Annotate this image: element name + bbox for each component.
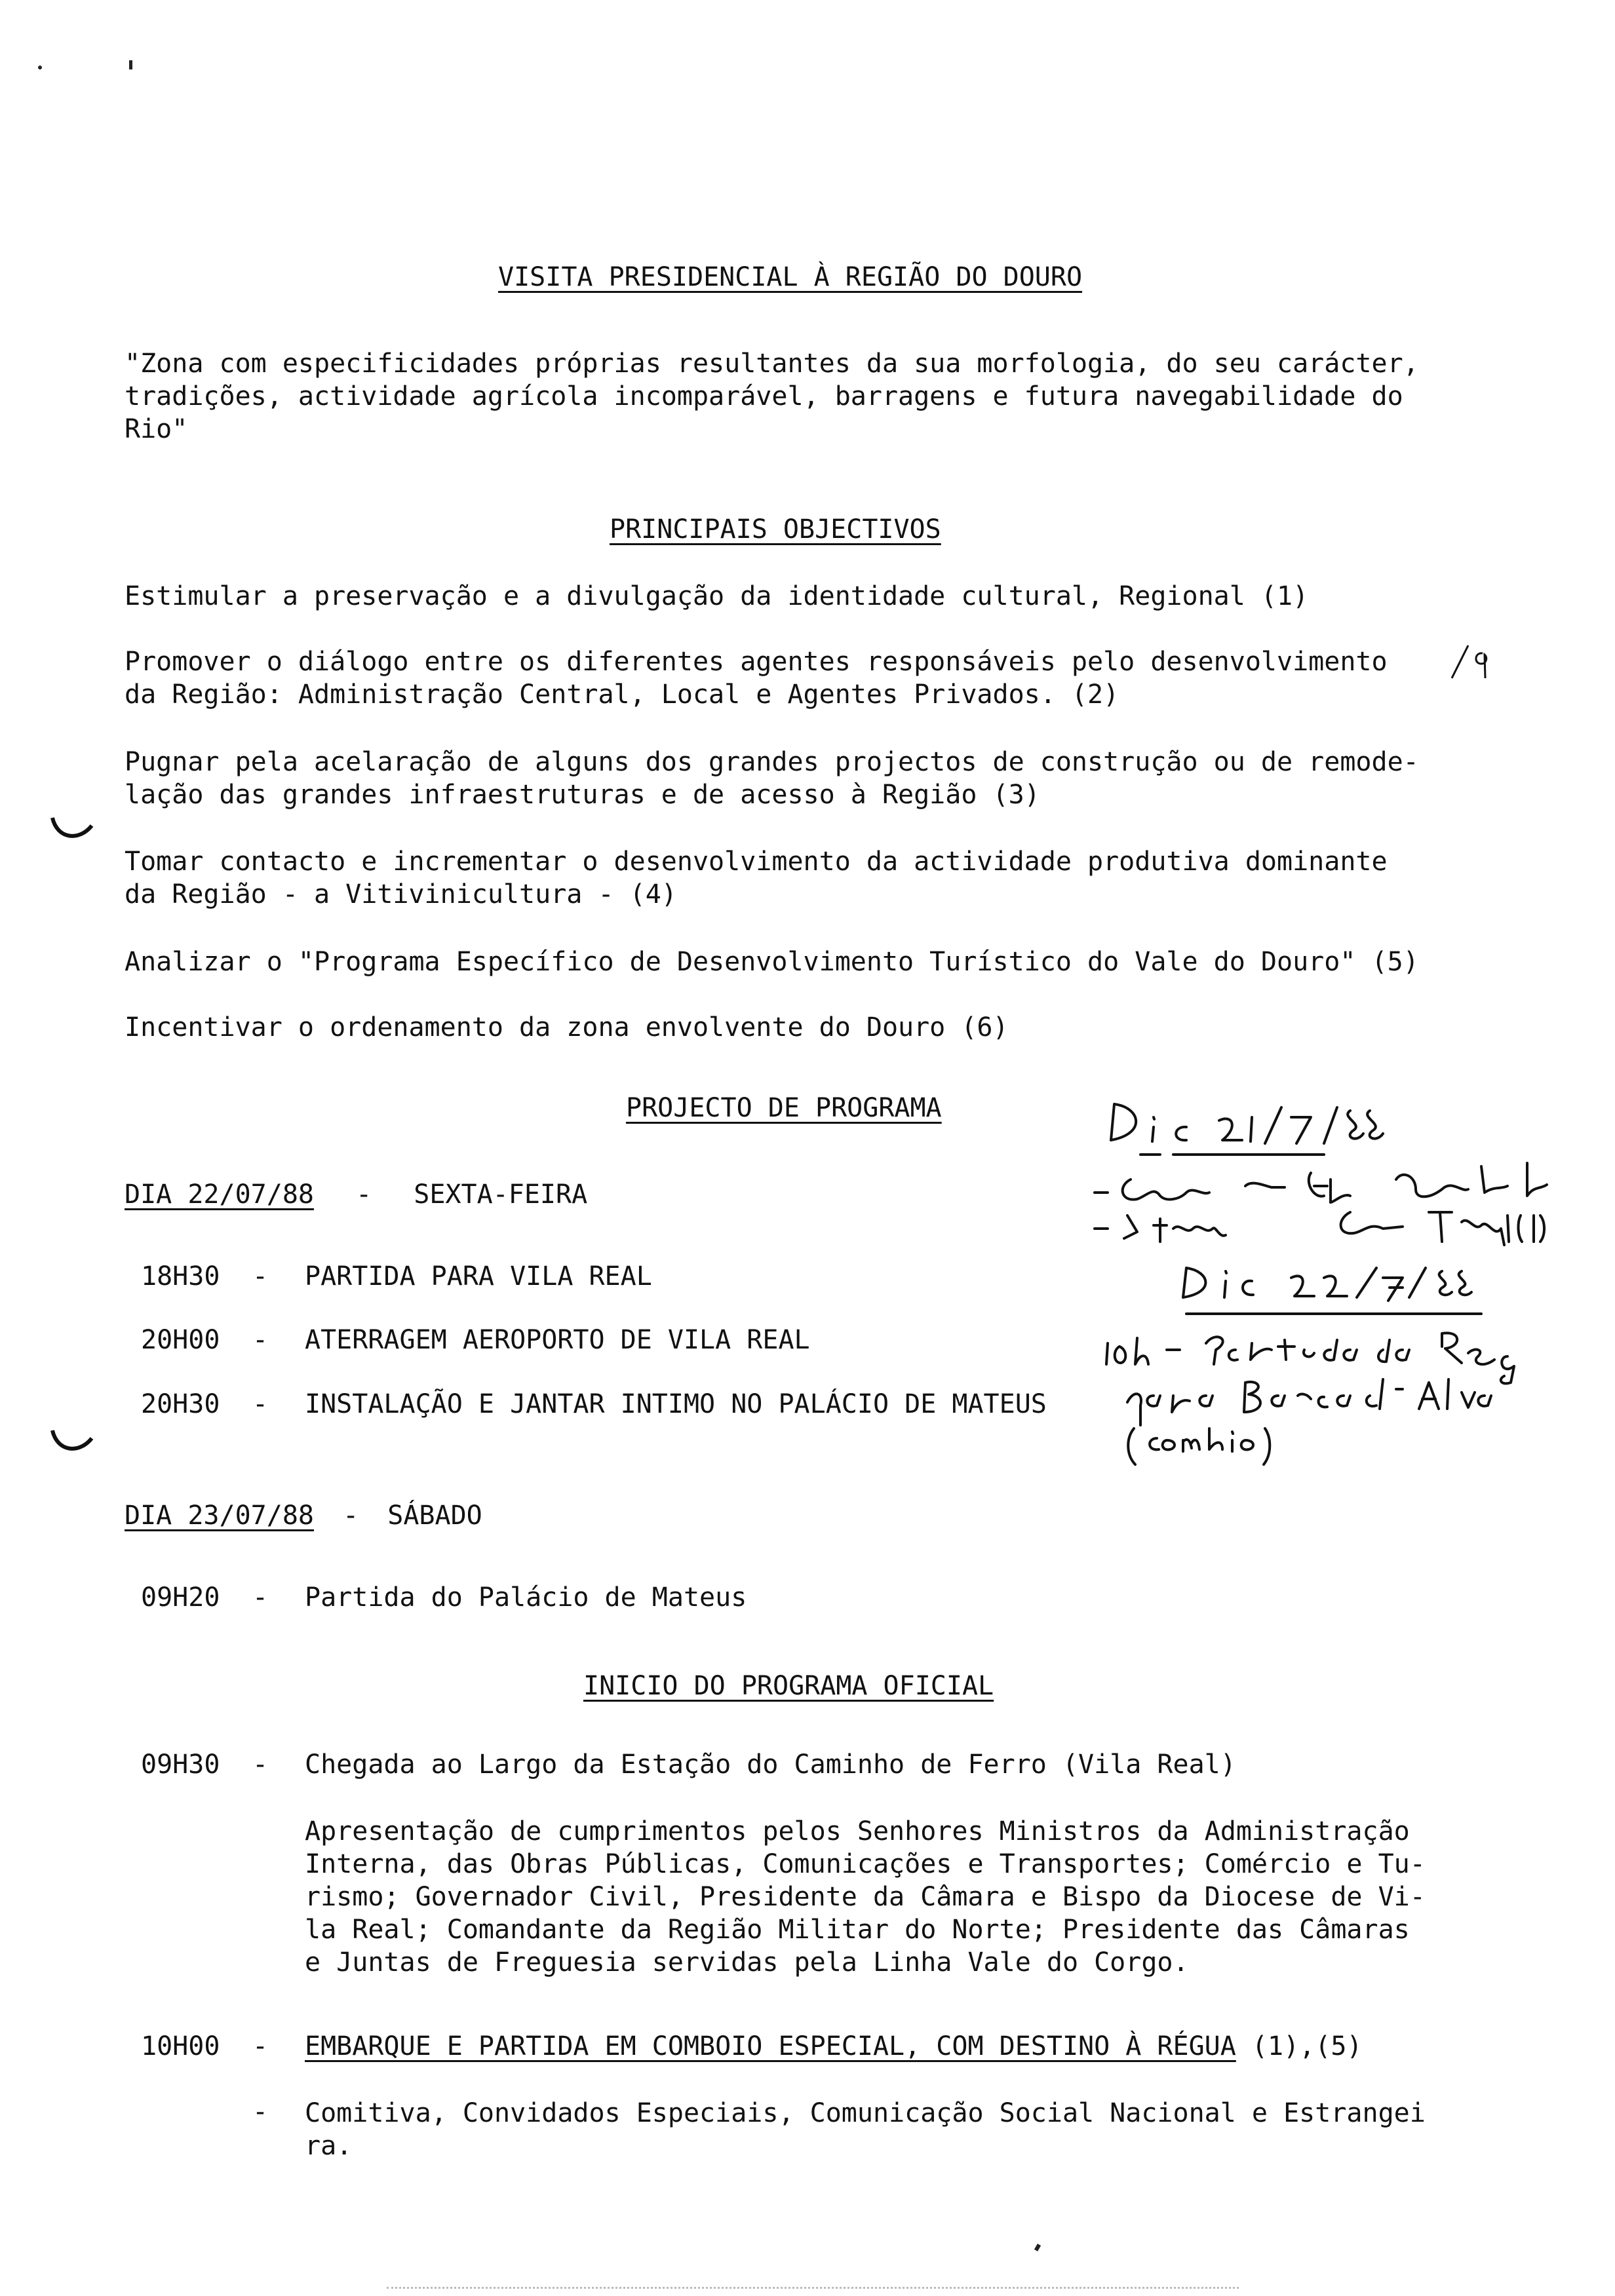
schedule-dash: -	[252, 1261, 269, 1292]
schedule-dash: -	[252, 2097, 269, 2127]
schedule-time: 20H00	[141, 1325, 220, 1355]
objective-line: Tomar contacto e incrementar o desenvolvimento da actividade produtiva dominante	[125, 847, 1388, 877]
handwritten-notes	[1075, 1081, 1599, 1487]
official-program-heading: INICIO DO PROGRAMA OFICIAL	[583, 1671, 994, 1701]
objective-2	[125, 645, 1468, 711]
objective-line: lação das grandes infraestruturas e de acesso à Região (3)	[125, 780, 1040, 810]
objective-line: da Região: Administração Central, Local e Agentes Privados. (2)	[125, 679, 1119, 710]
objective-line: da Região - a Vitivinicultura - (4)	[125, 879, 677, 909]
objectives-heading: PRINCIPAIS OBJECTIVOS	[610, 514, 941, 545]
schedule-time: 09H30	[141, 1750, 220, 1780]
objective-line: Pugnar pela acelaração de alguns dos grandes projectos de construção ou de remode-	[125, 747, 1419, 777]
objective-6	[125, 1011, 1468, 1044]
schedule-text-suffix: (1),(5)	[1236, 2031, 1363, 2061]
day-separator: -	[356, 1179, 372, 1210]
schedule-text: Partida do Palácio de Mateus	[305, 1582, 747, 1613]
detail-line: e Juntas de Freguesia servidas pela Linha Vale do Corgo.	[305, 1947, 1189, 1978]
schedule-text: INSTALAÇÃO E JANTAR INTIMO NO PALÁCIO DE MATEUS	[305, 1389, 1047, 1419]
detail-line: Interna, das Obras Públicas, Comunicações e Transportes; Comércio e Tu-	[305, 1849, 1426, 1879]
scan-speck	[1034, 2244, 1041, 2251]
day-separator: -	[343, 1501, 359, 1531]
detail-line: Comitiva, Convidados Especiais, Comunicação Social Nacional e Estrangei	[305, 2098, 1426, 2128]
schedule-text: ATERRAGEM AEROPORTO DE VILA REAL	[305, 1325, 810, 1355]
binder-hole-mark	[49, 813, 95, 845]
quote-line: "Zona com especificidades próprias resultantes da sua morfologia, do seu carácter,	[125, 349, 1419, 379]
objective-1	[125, 580, 1468, 613]
day-weekday: SÁBADO	[387, 1501, 482, 1531]
quote-line: Rio"	[125, 414, 188, 444]
schedule-dash: -	[252, 1582, 269, 1613]
detail-line: rismo; Governador Civil, Presidente da Câmara e Bispo da Diocese de Vi-	[305, 1882, 1426, 1912]
schedule-detail	[305, 1815, 1426, 1979]
schedule-detail	[305, 2097, 1426, 2162]
detail-line: Apresentação de cumprimentos pelos Senhores Ministros da Administração	[305, 1816, 1410, 1846]
objective-5	[125, 946, 1468, 978]
schedule-text: PARTIDA PARA VILA REAL	[305, 1261, 652, 1292]
scan-speck	[38, 66, 42, 69]
schedule-dash: -	[252, 1750, 269, 1780]
binder-hole-mark	[49, 1425, 95, 1458]
program-heading: PROJECTO DE PROGRAMA	[626, 1093, 942, 1123]
day-1-header	[125, 1179, 587, 1210]
objective-4	[125, 845, 1468, 911]
objective-line: Analizar o "Programa Específico de Desenvolvimento Turístico do Vale do Douro" (5)	[125, 947, 1419, 977]
detail-line: la Real; Comandante da Região Militar do Norte; Presidente das Câmaras	[305, 1915, 1410, 1945]
scan-speck	[129, 60, 132, 69]
objective-3	[125, 746, 1468, 811]
schedule-dash: -	[252, 1389, 269, 1419]
schedule-dash: -	[252, 2031, 269, 2061]
handwritten-margin-mark	[1449, 639, 1494, 691]
schedule-time: 10H00	[141, 2031, 220, 2061]
day-label: DIA 23/07/88	[125, 1501, 314, 1531]
schedule-time: 09H20	[141, 1582, 220, 1613]
objective-line: Incentivar o ordenamento da zona envolvente do Douro (6)	[125, 1012, 1009, 1043]
schedule-time: 18H30	[141, 1261, 220, 1292]
schedule-text: Chegada ao Largo da Estação do Caminho de Ferro (Vila Real)	[305, 1750, 1236, 1780]
intro-quote	[125, 347, 1468, 446]
day-label: DIA 22/07/88	[125, 1179, 314, 1210]
objective-line: Promover o diálogo entre os diferentes agentes responsáveis pelo desenvolvimento	[125, 647, 1388, 677]
schedule-text	[305, 2031, 1363, 2061]
day-2-header	[125, 1501, 482, 1531]
document-title: VISITA PRESIDENCIAL À REGIÃO DO DOURO	[498, 262, 1083, 292]
schedule-text-underlined: EMBARQUE E PARTIDA EM COMBOIO ESPECIAL, COM DESTINO À RÉGUA	[305, 2031, 1236, 2061]
quote-line: tradições, actividade agrícola incomparável, barragens e futura navegabilidade do	[125, 381, 1403, 411]
detail-line: ra.	[305, 2131, 353, 2161]
schedule-dash: -	[252, 1325, 269, 1355]
day-weekday: SEXTA-FEIRA	[414, 1179, 588, 1210]
scan-dotted-edge	[387, 2287, 1239, 2291]
schedule-time: 20H30	[141, 1389, 220, 1419]
objective-line: Estimular a preservação e a divulgação da identidade cultural, Regional (1)	[125, 581, 1309, 611]
